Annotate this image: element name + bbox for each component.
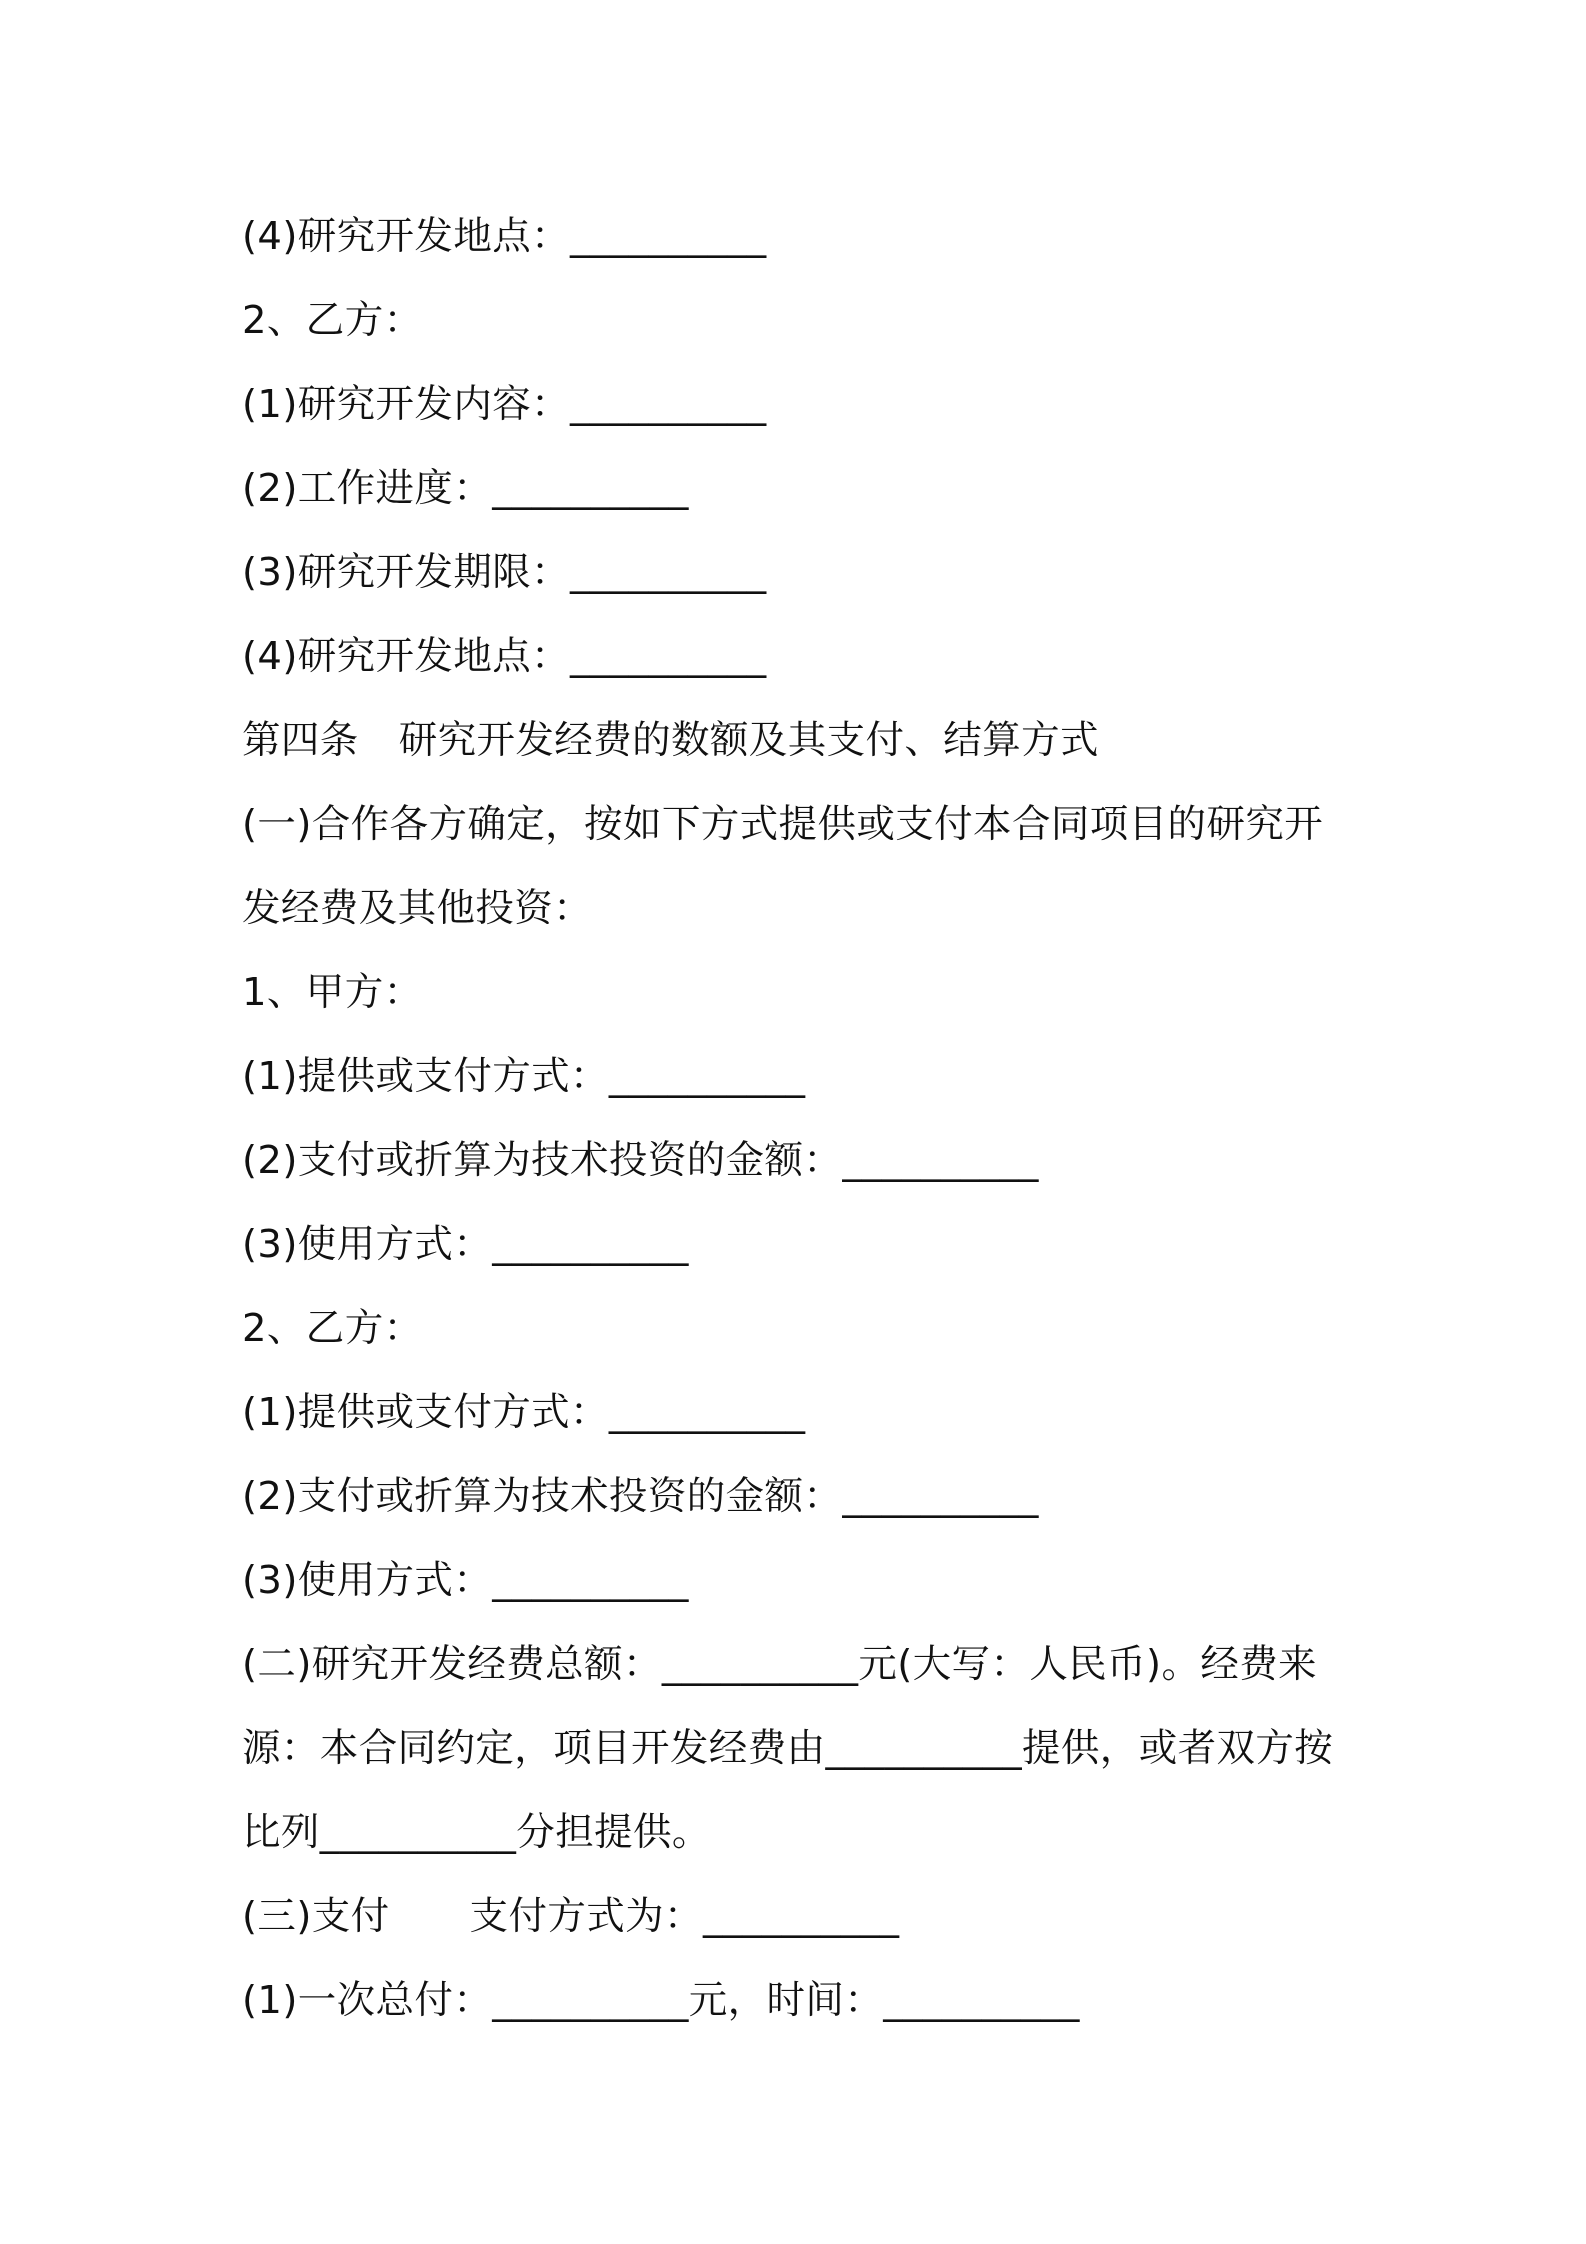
line-b-investment-amount bbox=[242, 1455, 1360, 1539]
text: (3)研究开发期限：__________ bbox=[242, 550, 767, 595]
text: (1)提供或支付方式：__________ bbox=[242, 1390, 806, 1435]
article-title: 研究开发经费的数额及其支付、结算方式 bbox=[398, 718, 1099, 763]
line-research-location-a bbox=[242, 195, 1360, 279]
line-a-payment-method bbox=[242, 1035, 1360, 1119]
text: (2)工作进度：__________ bbox=[242, 466, 689, 511]
line-research-location-b bbox=[242, 615, 1360, 699]
text: (4)研究开发地点：__________ bbox=[242, 634, 767, 679]
line-research-content bbox=[242, 363, 1360, 447]
article-four-heading bbox=[242, 699, 1360, 783]
text: (1)一次总付：__________元，时间：__________ bbox=[242, 1978, 1080, 2023]
line-party-b-funding-heading bbox=[242, 1287, 1360, 1371]
section-label: (三)支付 bbox=[242, 1894, 390, 1939]
text: (2)支付或折算为技术投资的金额：__________ bbox=[242, 1474, 1039, 1519]
contract-body bbox=[242, 195, 1360, 2043]
text: (4)研究开发地点：__________ bbox=[242, 214, 767, 259]
text: 1、甲方： bbox=[242, 970, 423, 1015]
line-party-b-heading bbox=[242, 279, 1360, 363]
line-b-payment-method bbox=[242, 1371, 1360, 1455]
text: (3)使用方式：__________ bbox=[242, 1558, 689, 1603]
line-party-a-heading bbox=[242, 951, 1360, 1035]
line-lump-sum-payment bbox=[242, 1959, 1360, 2043]
line-b-usage-method bbox=[242, 1539, 1360, 1623]
text: (2)支付或折算为技术投资的金额：__________ bbox=[242, 1138, 1039, 1183]
text: (3)使用方式：__________ bbox=[242, 1222, 689, 1267]
line-research-period bbox=[242, 531, 1360, 615]
text: (二)研究开发经费总额：__________元(大写：人民币)。经费来源：本合同约定，项目开发经费由__________提供，或者双方按比列__________分担提供。 bbox=[242, 1642, 1334, 1855]
paragraph-total-funding bbox=[242, 1623, 1360, 1875]
text: (一)合作各方确定，按如下方式提供或支付本合同项目的研究开发经费及其他投资： bbox=[242, 802, 1324, 931]
paragraph-funding-provision bbox=[242, 783, 1360, 951]
text: 2、乙方： bbox=[242, 298, 423, 343]
line-a-investment-amount bbox=[242, 1119, 1360, 1203]
article-number: 第四条 bbox=[242, 718, 359, 763]
text: (1)提供或支付方式：__________ bbox=[242, 1054, 806, 1099]
line-work-progress bbox=[242, 447, 1360, 531]
line-payment-section bbox=[242, 1875, 1360, 1959]
payment-method-text: 支付方式为：__________ bbox=[469, 1894, 900, 1939]
text: (1)研究开发内容：__________ bbox=[242, 382, 767, 427]
text: 2、乙方： bbox=[242, 1306, 423, 1351]
line-a-usage-method bbox=[242, 1203, 1360, 1287]
